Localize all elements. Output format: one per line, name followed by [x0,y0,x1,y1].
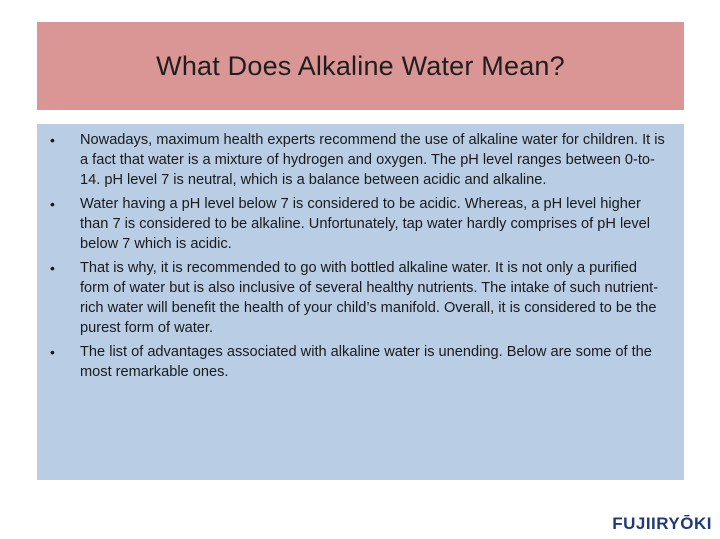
brand-logo: FUJIIRYŌKI [612,514,712,533]
bullet-dot: • [50,196,55,212]
bullet-item [47,130,670,190]
bullet-item [47,342,670,382]
bullet-dot: • [50,344,55,360]
bullet-text: Water having a pH level below 7 is considered to be acidic. Whereas, a pH level higher than 7 is considered to be alkaline. Unfortunately, tap water hardly comprises of pH level below 7 which is acidic. [80,196,650,252]
bullet-text: The list of advantages associated with alkaline water is unending. Below are some of the most remarkable ones. [80,344,652,380]
bullet-text: Nowadays, maximum health experts recommend the use of alkaline water for children. It is a fact that water is a mixture of hydrogen and oxygen. The pH level ranges between 0-to-14. pH level 7 is neutral, which is a balance between acidic and alkaline. [80,132,665,188]
bullet-item [47,258,670,338]
bullet-list [47,130,670,382]
bullet-dot: • [50,132,55,148]
title-banner [37,22,684,110]
slide-title: What Does Alkaline Water Mean? [156,50,565,81]
bullet-dot: • [50,260,55,276]
content-panel [37,124,684,480]
bullet-item [47,194,670,254]
bullet-text: That is why, it is recommended to go with bottled alkaline water. It is not only a purified form of water but is also inclusive of several healthy nutrients. The intake of such nutrient-rich water will benefit the health of your child’s manifold. Overall, it is considered to be the purest form of water. [80,260,659,336]
